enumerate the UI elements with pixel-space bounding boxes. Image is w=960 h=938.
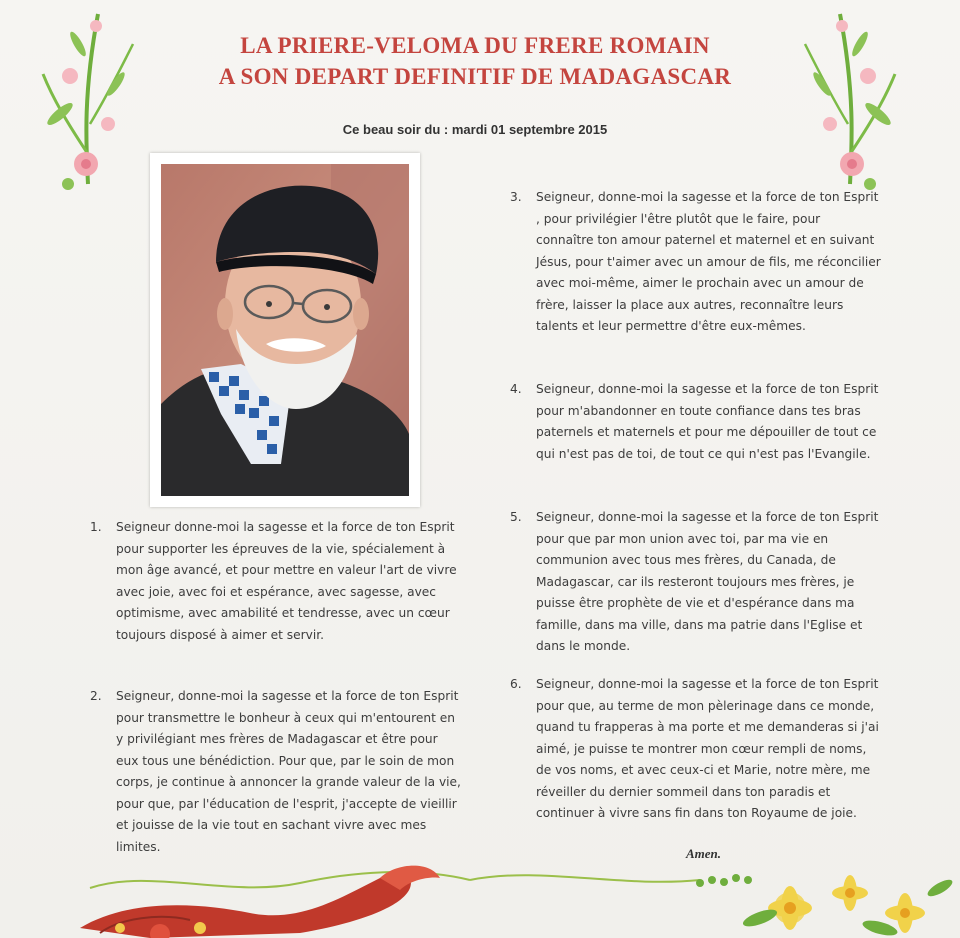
ribbon-flower-border-icon xyxy=(0,858,960,938)
prayer-item xyxy=(510,379,881,465)
prayer-text: Seigneur, donne-moi la sagesse et la force de ton Esprit , pour privilégier l'être plutôt que le faire, pour connaître ton amour paternel et maternel et en suivant Jésus, pour t'aimer avec un amour de fils, me réconcilier avec moi-même, aimer le prochain avec un amour de frère, laisser la place aux autres, reconnaître leurs talents et leur permettre d'être eux-mêmes. xyxy=(536,190,881,333)
prayer-number: 3. xyxy=(510,190,522,204)
closing-amen: Amen. xyxy=(686,846,722,861)
prayer-item xyxy=(510,507,881,658)
prayer-item xyxy=(510,187,881,338)
page-title xyxy=(150,30,800,92)
prayer-number: 1. xyxy=(90,520,102,534)
title-line-1: LA PRIERE-VELOMA DU FRERE ROMAIN xyxy=(240,33,710,58)
date-subtitle: Ce beau soir du : mardi 01 septembre 2015 xyxy=(342,122,608,137)
prayer-text: Seigneur, donne-moi la sagesse et la force de ton Esprit pour que, au terme de mon pèlerinage dans ce monde, quand tu frapperas à ma porte et me demanderas si j'ai aimé, je puisse te montrer mon cœur rempli de noms, de vos noms, et avec ceux-ci et Marie, notre mère, me réveiller du dernier sommeil dans ton paradis et continuer à vivre sans fin dans ton Royaume de joie. xyxy=(536,677,879,820)
flower-branch-icon xyxy=(800,4,900,190)
prayer-item xyxy=(90,517,461,646)
prayer-text: Seigneur donne-moi la sagesse et la force de ton Esprit pour supporter les épreuves de la vie, spécialement à mon âge avancé, et pour mettre en valeur l'art de vivre avec joie, avec foi et espérance, avec sagesse, avec optimisme, avec amabilité et tendresse, avec un cœur toujours disposé à aimer et servir. xyxy=(116,520,457,642)
prayer-number: 2. xyxy=(90,689,102,703)
prayer-number: 5. xyxy=(510,510,522,524)
prayer-item xyxy=(90,686,461,858)
prayer-item xyxy=(510,674,881,825)
title-line-2: A SON DEPART DEFINITIF DE MADAGASCAR xyxy=(218,64,732,89)
prayer-text: Seigneur, donne-moi la sagesse et la force de ton Esprit pour m'abandonner en toute confiance dans tes bras paternels et maternels et pour me dépouiller de tout ce qui n'est pas de toi, de tout ce qui n'est pas l'Evangile. xyxy=(536,382,879,461)
portrait-illustration xyxy=(161,164,409,496)
portrait-photo xyxy=(150,153,420,507)
prayer-text: Seigneur, donne-moi la sagesse et la force de ton Esprit pour que par mon union avec toi, par ma vie en communion avec tous mes frères, du Canada, de Madagascar, car ils resteront toujours mes frères, je puisse être prophète de vie et d'espérance dans ma famille, dans ma ville, dans ma patrie dans l'Eglise et dans le monde. xyxy=(536,510,879,653)
flower-branch-icon xyxy=(38,4,138,190)
prayer-number: 6. xyxy=(510,677,522,691)
prayer-text: Seigneur, donne-moi la sagesse et la force de ton Esprit pour transmettre le bonheur à ceux qui m'entourent en y privilégiant mes frères de Madagascar et être pour eux tous une bénédiction. Pour que, par le soin de mon corps, je continue à annoncer la grande valeur de la vie, pour que, par l'éducation de l'esprit, j'accepte de vieillir et jouisse de la vie tout en sachant vivre avec mes limites. xyxy=(116,689,461,854)
prayer-number: 4. xyxy=(510,382,522,396)
